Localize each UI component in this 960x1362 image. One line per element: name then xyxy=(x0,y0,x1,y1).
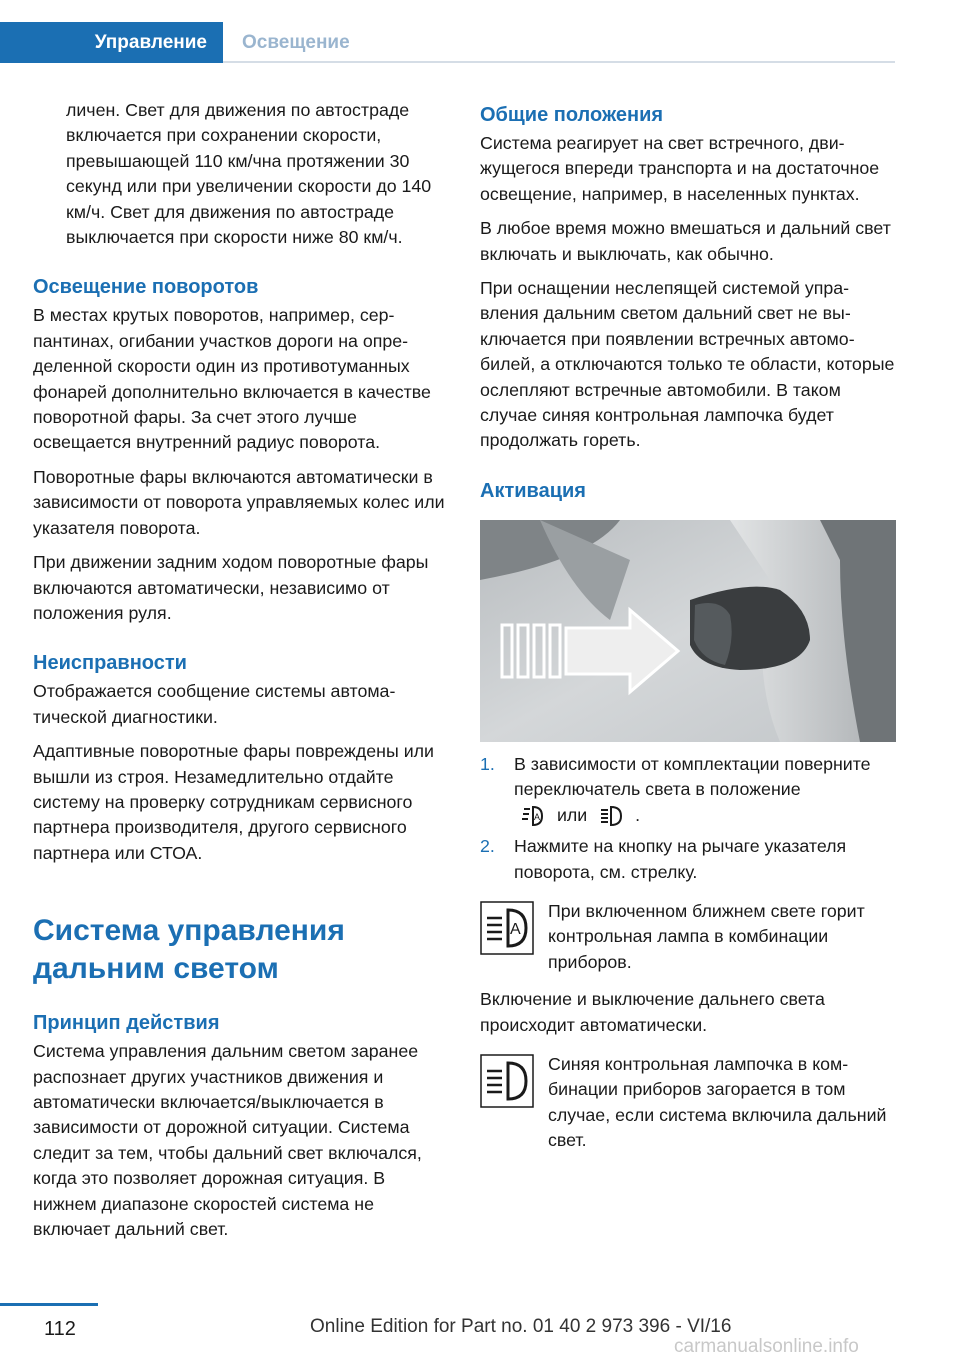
tab-lighting[interactable]: Освещение xyxy=(242,31,350,53)
high-beam-system-heading: Система управления дальним светом xyxy=(33,914,345,986)
step-text: Нажмите на кнопку на рычаге указателя поворота, см. стрелку. xyxy=(514,836,847,882)
turn-paragraph-3: При движении задним ходом поворотные фары включаются автоматически, независимо от положения руля. xyxy=(33,552,429,623)
note-low-beam xyxy=(480,899,898,975)
note-high-beam-text: Синяя контрольная лампочка в комбинации приборов загорается в том случае, если система включила дальний свет. xyxy=(548,1053,887,1151)
step-text: В зависимости от комплектации поверните переключатель света в положение A или . xyxy=(514,752,898,828)
note-high-beam xyxy=(480,1052,898,1154)
general-paragraph-2: В любое время можно вмешаться и дальний свет включать и выключать, как обычно. xyxy=(480,218,891,264)
high-beam-indicator-icon xyxy=(480,1054,534,1108)
auto-high-beam-indicator-icon xyxy=(480,901,534,955)
list-item xyxy=(480,752,898,828)
left-column xyxy=(33,98,451,1251)
turn-lighting-heading: Освещение поворотов xyxy=(33,276,259,299)
turn-signal-lever-photo xyxy=(480,520,896,742)
auto-paragraph: Включение и выключение дальнего света происходит автоматически. xyxy=(480,989,825,1035)
svg-text:A: A xyxy=(510,920,521,938)
general-paragraph-3: При оснащении неслепящей системой управления дальним светом дальний свет не выключается при появлении встречных автомобилей, а отключаются только те области, которые ослепляют встречные автомобили. В таком случае синяя контрольная лампочка будет продолжать гореть. xyxy=(480,278,895,451)
activation-steps xyxy=(480,752,898,885)
principle-heading: Принцип действия xyxy=(33,1012,220,1035)
general-heading: Общие положения xyxy=(480,104,664,126)
svg-text:A: A xyxy=(534,811,541,822)
watermark: carmanualsonline.info xyxy=(674,1336,859,1357)
step-number: 2. xyxy=(480,836,495,857)
turn-paragraph-2: Поворотные фары включаются автоматически в зависимости от поворота управляемых колес или указателя поворота. xyxy=(33,466,445,538)
auto-light-icon xyxy=(520,805,546,827)
turn-paragraph-1: В местах крутых поворотов, например, серпантинах, огибании участков дороги на определенной скорости один из противотуманных фонарей дополнительно включается в качестве поворотной фары. За счет этого лучше освещается внутренний радиус поворота. xyxy=(33,305,431,453)
right-column xyxy=(480,98,898,1166)
intro-paragraph: личен. Свет для движения по автостраде включается при сохранении скорости, превышающей 110 км/чна протяжении 30 секунд или при увеличении скорости до 140 км/ч. Свет для движения по автостраде выключается при скорости ниже 80 км/ч. xyxy=(66,100,432,248)
step-number: 1. xyxy=(480,753,495,774)
list-item xyxy=(480,834,898,885)
edition-text: Online Edition for Part no. 01 40 2 973 396 - VI/16 xyxy=(310,1316,732,1337)
faults-paragraph-2: Адаптивные поворотные фары повреждены или вышли из строя. Незамедлительно отдайте систему на проверку сотрудникам сервисного партнера производителя, другого сервисного партнера или СТОА. xyxy=(33,741,434,863)
faults-heading: Неисправности xyxy=(33,652,187,675)
faults-paragraph-1: Отображается сообщение системы автоматической диагностики. xyxy=(33,681,396,727)
principle-paragraph: Система управления дальним светом заранее распознает других участников движения и автоматически включается/выключается в зависимости от дорожной ситуации. Система следит за тем, чтобы дальний свет включался, когда это позволяет дорожная ситуация. В нижнем диапазоне скоростей система не включает дальний свет. xyxy=(33,1041,422,1239)
page-number: 112 xyxy=(44,1318,76,1340)
activation-heading: Активация xyxy=(480,479,586,502)
light-switch-icon xyxy=(598,805,624,827)
tab-control[interactable]: Управление xyxy=(0,22,223,63)
note-low-beam-text: При включенном ближнем свете горит контрольная лампа в комбинации приборов. xyxy=(548,900,865,972)
footer-rule xyxy=(0,1303,98,1306)
general-paragraph-1: Система реагирует на свет встречного, движущегося впереди транспорта и на достаточное освещение, например, в населенных пунктах. xyxy=(480,133,880,204)
